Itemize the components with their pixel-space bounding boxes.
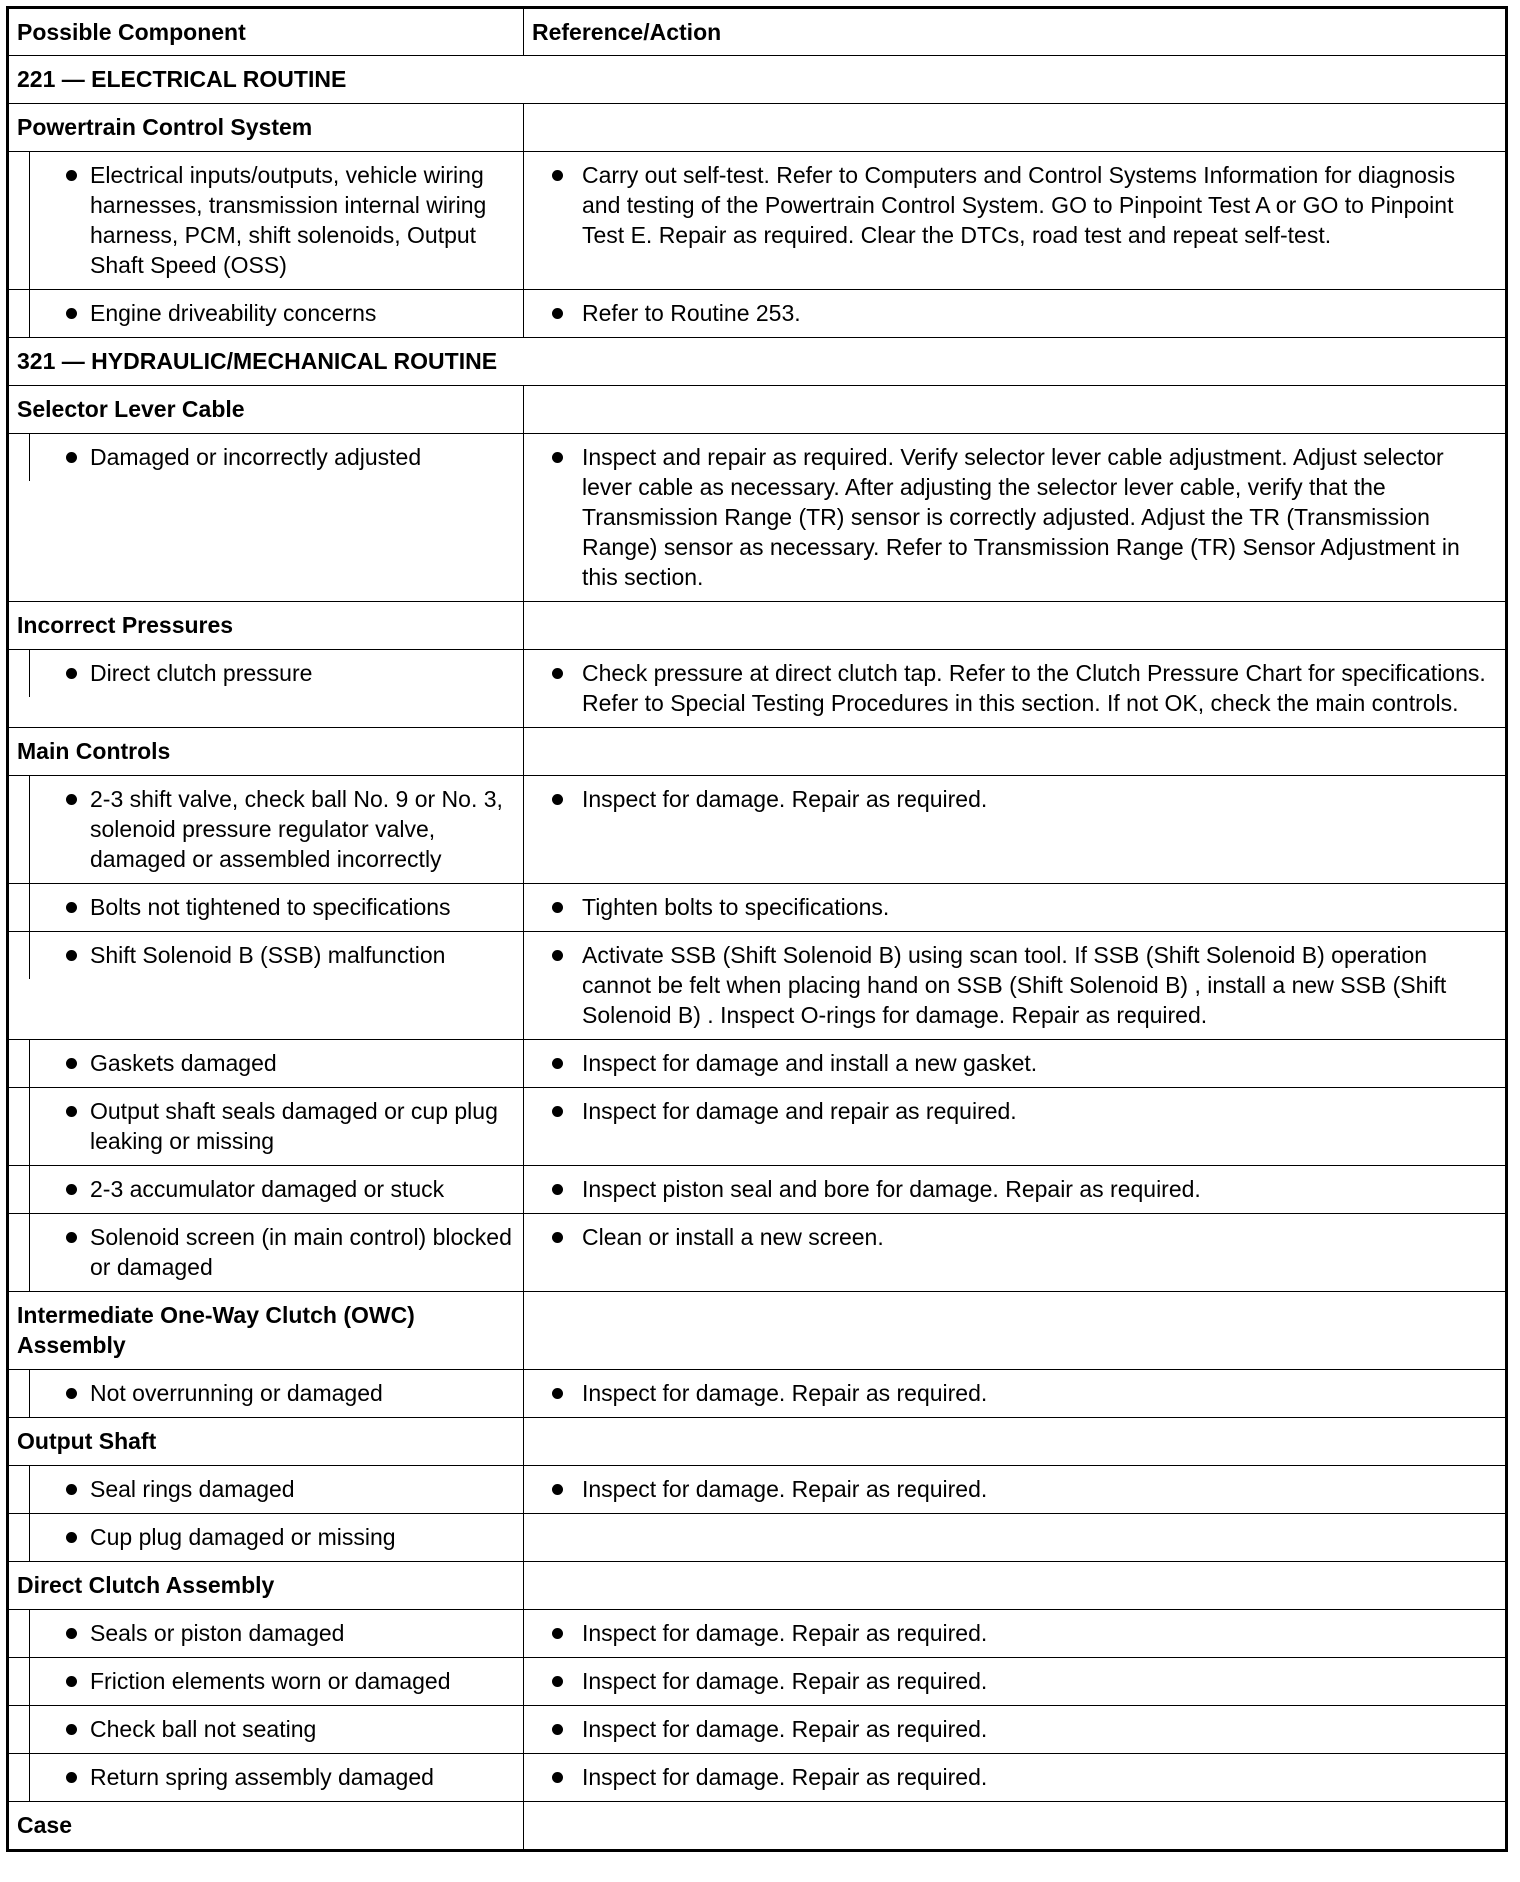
action-text: Clean or install a new screen.: [582, 1224, 884, 1250]
component-cell: [9, 1658, 524, 1706]
component-cell: [9, 1088, 524, 1166]
bullet-icon: [66, 308, 77, 319]
action-cell: [524, 1658, 1506, 1706]
bullet-icon: [552, 1184, 563, 1195]
group-row: [9, 1562, 1506, 1610]
action-text: Check pressure at direct clutch tap. Refer to the Clutch Pressure Chart for specifications. Refer to Special Testing Procedures in this section. If not OK, check the main controls.: [582, 660, 1486, 716]
group-title: Case: [9, 1802, 524, 1850]
action-cell: [524, 650, 1506, 728]
bullet-icon: [552, 1232, 563, 1243]
group-action-cell: [524, 1562, 1506, 1610]
table-row: [9, 650, 1506, 728]
component-text: 2-3 shift valve, check ball No. 9 or No. 3, solenoid pressure regulator valve, damaged or assembled incorrectly: [90, 786, 503, 872]
routine-title: 221 — ELECTRICAL ROUTINE: [9, 56, 1506, 104]
bullet-icon: [66, 1484, 77, 1495]
component-cell: [9, 434, 524, 602]
group-action-cell: [524, 602, 1506, 650]
group-action-cell: [524, 728, 1506, 776]
table-header-row: [9, 9, 1506, 56]
component-cell: [9, 884, 524, 932]
routine-title: 321 — HYDRAULIC/MECHANICAL ROUTINE: [9, 338, 1506, 386]
bullet-icon: [66, 1058, 77, 1069]
column-header-component: Possible Component: [9, 9, 524, 56]
action-cell: [524, 932, 1506, 1040]
bullet-icon: [552, 1724, 563, 1735]
bullet-icon: [552, 1388, 563, 1399]
group-title: Direct Clutch Assembly: [9, 1562, 524, 1610]
group-action-cell: [524, 104, 1506, 152]
action-text: Carry out self-test. Refer to Computers and Control Systems Information for diagnosis and testing of the Powertrain Control System. GO to Pinpoint Test A or GO to Pinpoint Test E. Repair as required. Clear the DTCs, road test and repeat self-test.: [582, 162, 1456, 248]
component-text: Check ball not seating: [90, 1716, 317, 1742]
table-body: [9, 56, 1506, 1850]
action-text: Inspect for damage. Repair as required.: [582, 1764, 988, 1790]
component-cell: [9, 1706, 524, 1754]
action-text: Inspect for damage. Repair as required.: [582, 1620, 988, 1646]
bullet-icon: [66, 1232, 77, 1243]
component-text: Seal rings damaged: [90, 1476, 295, 1502]
table-row: [9, 884, 1506, 932]
action-cell: [524, 1514, 1506, 1562]
action-cell: [524, 290, 1506, 338]
component-cell: [9, 1166, 524, 1214]
component-cell: [9, 650, 524, 728]
group-row: [9, 728, 1506, 776]
bullet-icon: [552, 668, 563, 679]
group-action-cell: [524, 1802, 1506, 1850]
group-action-cell: [524, 1292, 1506, 1370]
diagnostic-table-document: [6, 6, 1508, 1852]
action-text: Tighten bolts to specifications.: [582, 894, 890, 920]
group-title: Incorrect Pressures: [9, 602, 524, 650]
action-cell: [524, 1610, 1506, 1658]
action-text: Inspect for damage. Repair as required.: [582, 1716, 988, 1742]
component-text: Not overrunning or damaged: [90, 1380, 383, 1406]
bullet-icon: [552, 1106, 563, 1117]
group-title: Main Controls: [9, 728, 524, 776]
routine-row: [9, 338, 1506, 386]
component-text: Shift Solenoid B (SSB) malfunction: [90, 942, 446, 968]
action-cell: [524, 1088, 1506, 1166]
group-action-cell: [524, 386, 1506, 434]
bullet-icon: [66, 170, 77, 181]
action-cell: [524, 884, 1506, 932]
component-text: Bolts not tightened to specifications: [90, 894, 451, 920]
bullet-icon: [66, 1772, 77, 1783]
group-row: [9, 1418, 1506, 1466]
table-row: [9, 434, 1506, 602]
component-cell: [9, 152, 524, 290]
action-text: Inspect piston seal and bore for damage. Repair as required.: [582, 1176, 1201, 1202]
table-row: [9, 932, 1506, 1040]
table-row: [9, 1754, 1506, 1802]
bullet-icon: [66, 1724, 77, 1735]
bullet-icon: [552, 170, 563, 181]
bullet-icon: [552, 1058, 563, 1069]
group-row: [9, 1292, 1506, 1370]
action-cell: [524, 1466, 1506, 1514]
bullet-icon: [552, 902, 563, 913]
routine-row: [9, 56, 1506, 104]
component-text: Direct clutch pressure: [90, 660, 313, 686]
action-text: Activate SSB (Shift Solenoid B) using scan tool. If SSB (Shift Solenoid B) operation cannot be felt when placing hand on SSB (Shift Solenoid B) , install a new SSB (Shift Solenoid B) . Inspect O-rings for damage. Repair as required.: [582, 942, 1447, 1028]
component-text: Return spring assembly damaged: [90, 1764, 434, 1790]
group-row: [9, 602, 1506, 650]
component-cell: [9, 932, 524, 1040]
component-text: Friction elements worn or damaged: [90, 1668, 451, 1694]
component-text: Engine driveability concerns: [90, 300, 377, 326]
bullet-icon: [66, 452, 77, 463]
action-text: Refer to Routine 253.: [582, 300, 801, 326]
table-row: [9, 776, 1506, 884]
group-action-cell: [524, 1418, 1506, 1466]
bullet-icon: [66, 1676, 77, 1687]
group-row: [9, 1802, 1506, 1850]
action-text: Inspect and repair as required. Verify selector lever cable adjustment. Adjust selector lever cable as necessary. After adjusting the selector lever cable, verify that the Transmission Range (TR) sensor is correctly adjusted. Adjust the TR (Transmission Range) sensor as necessary. Refer to Transmission Range (TR) Sensor Adjustment in this section.: [582, 444, 1460, 590]
component-cell: [9, 1040, 524, 1088]
table-row: [9, 1706, 1506, 1754]
component-text: Electrical inputs/outputs, vehicle wiring harnesses, transmission internal wiring harness, PCM, shift solenoids, Output Shaft Speed (OSS): [90, 162, 487, 278]
component-text: Damaged or incorrectly adjusted: [90, 444, 422, 470]
table-row: [9, 1370, 1506, 1418]
component-text: Output shaft seals damaged or cup plug leaking or missing: [90, 1098, 498, 1154]
component-cell: [9, 1466, 524, 1514]
action-text: Inspect for damage. Repair as required.: [582, 1380, 988, 1406]
group-title: Powertrain Control System: [9, 104, 524, 152]
component-cell: [9, 1610, 524, 1658]
bullet-icon: [66, 668, 77, 679]
bullet-icon: [66, 950, 77, 961]
group-title: Output Shaft: [9, 1418, 524, 1466]
table-row: [9, 1466, 1506, 1514]
table-row: [9, 1610, 1506, 1658]
bullet-icon: [66, 1106, 77, 1117]
table-row: [9, 290, 1506, 338]
component-cell: [9, 776, 524, 884]
action-cell: [524, 1370, 1506, 1418]
column-header-action: Reference/Action: [524, 9, 1506, 56]
table-row: [9, 1658, 1506, 1706]
action-cell: [524, 776, 1506, 884]
group-row: [9, 386, 1506, 434]
bullet-icon: [552, 1676, 563, 1687]
component-cell: [9, 1370, 524, 1418]
action-cell: [524, 1166, 1506, 1214]
action-cell: [524, 152, 1506, 290]
action-cell: [524, 1706, 1506, 1754]
table-row: [9, 1040, 1506, 1088]
bullet-icon: [552, 794, 563, 805]
bullet-icon: [66, 1184, 77, 1195]
table-row: [9, 152, 1506, 290]
bullet-icon: [66, 1532, 77, 1543]
action-cell: [524, 1754, 1506, 1802]
group-row: [9, 104, 1506, 152]
group-title: Selector Lever Cable: [9, 386, 524, 434]
bullet-icon: [552, 452, 563, 463]
table-row: [9, 1514, 1506, 1562]
bullet-icon: [66, 902, 77, 913]
component-cell: [9, 1754, 524, 1802]
bullet-icon: [552, 1772, 563, 1783]
diagnostic-table: [8, 8, 1506, 1850]
action-text: Inspect for damage and repair as required.: [582, 1098, 1017, 1124]
component-text: Seals or piston damaged: [90, 1620, 345, 1646]
action-text: Inspect for damage. Repair as required.: [582, 1476, 988, 1502]
component-text: Gaskets damaged: [90, 1050, 277, 1076]
bullet-icon: [552, 950, 563, 961]
bullet-icon: [66, 794, 77, 805]
bullet-icon: [552, 308, 563, 319]
bullet-icon: [552, 1628, 563, 1639]
action-cell: [524, 1214, 1506, 1292]
bullet-icon: [66, 1628, 77, 1639]
component-text: Solenoid screen (in main control) blocked or damaged: [90, 1224, 512, 1280]
table-row: [9, 1166, 1506, 1214]
component-cell: [9, 1514, 524, 1562]
component-text: Cup plug damaged or missing: [90, 1524, 396, 1550]
table-row: [9, 1088, 1506, 1166]
component-cell: [9, 290, 524, 338]
action-cell: [524, 1040, 1506, 1088]
action-text: Inspect for damage. Repair as required.: [582, 786, 988, 812]
component-text: 2-3 accumulator damaged or stuck: [90, 1176, 445, 1202]
bullet-icon: [552, 1484, 563, 1495]
table-row: [9, 1214, 1506, 1292]
action-cell: [524, 434, 1506, 602]
component-cell: [9, 1214, 524, 1292]
action-text: Inspect for damage. Repair as required.: [582, 1668, 988, 1694]
bullet-icon: [66, 1388, 77, 1399]
action-text: Inspect for damage and install a new gasket.: [582, 1050, 1038, 1076]
group-title: Intermediate One-Way Clutch (OWC) Assembly: [9, 1292, 524, 1370]
